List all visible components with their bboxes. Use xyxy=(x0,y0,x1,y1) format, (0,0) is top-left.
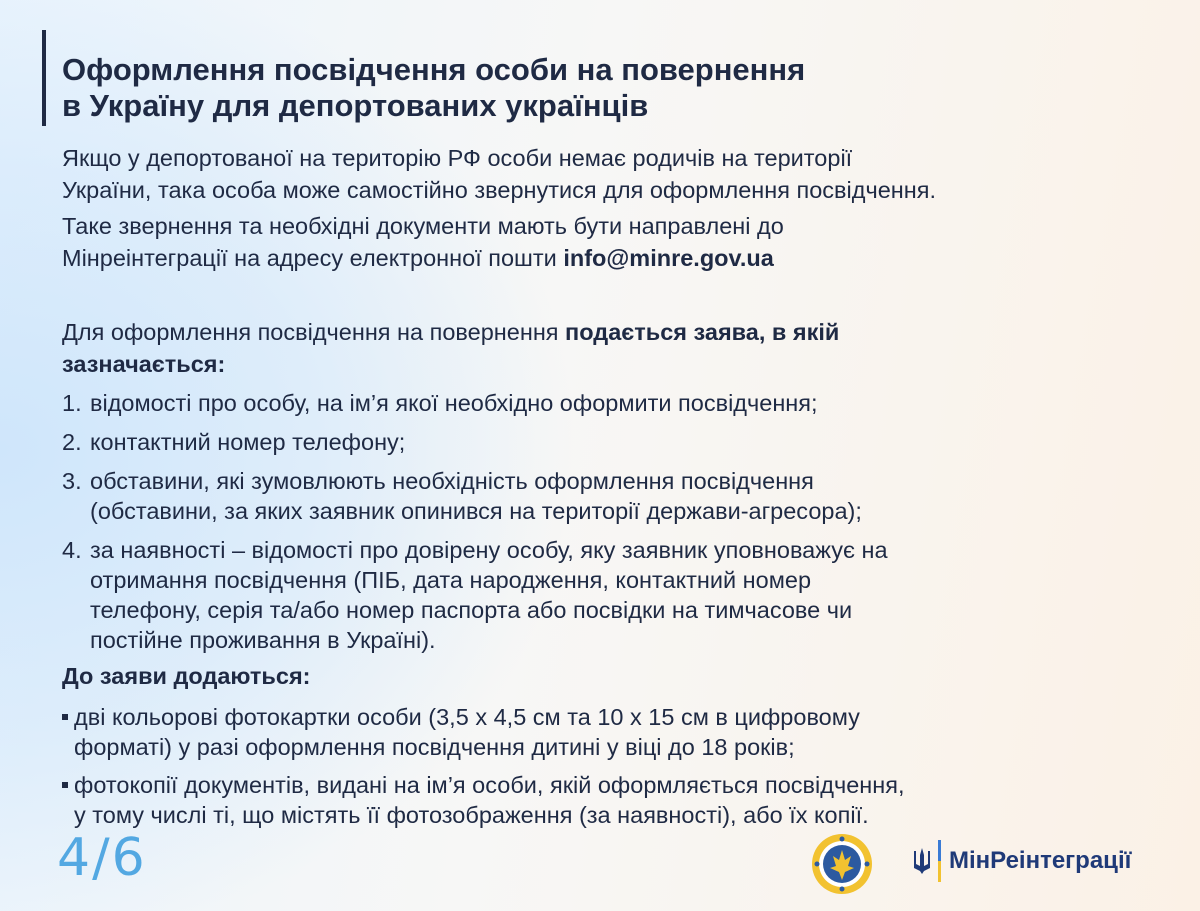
page-number: 4/6 xyxy=(57,828,147,888)
intro-p2-line2: Мінреінтеграції на адресу електронної пошти xyxy=(62,245,564,271)
trident-icon xyxy=(912,846,932,876)
list-item-text: обставини, які зумовлюють необхідність оформлення посвідчення xyxy=(90,468,814,494)
list-item xyxy=(62,702,904,762)
list-item-number: 4. xyxy=(62,537,82,563)
bullet-square-icon xyxy=(62,714,68,720)
intro-p1-line1: Якщо у депортованої на територію РФ особи немає родичів на території xyxy=(62,145,853,171)
page-title xyxy=(62,52,805,124)
ministry-name: МінРеінтеграції xyxy=(949,847,1132,874)
email-address[interactable]: info@minre.gov.ua xyxy=(563,245,774,271)
application-lead xyxy=(62,316,839,380)
list-item-text: дві кольорові фотокартки особи (3,5 х 4,5 см та 10 х 15 см в цифровому xyxy=(74,704,860,730)
list-item xyxy=(62,427,888,457)
bullet-square-icon xyxy=(62,782,68,788)
attachments-list xyxy=(62,702,904,830)
list-item-text: (обставини, за яких заявник опинився на території держави-агресора); xyxy=(90,498,862,524)
intro-paragraph-1 xyxy=(62,142,936,206)
list-item-text: відомості про особу, на ім’я якої необхідно оформити посвідчення; xyxy=(90,390,818,416)
application-items-list xyxy=(62,388,888,655)
ministry-emblem-icon xyxy=(810,832,874,896)
list-item-number: 3. xyxy=(62,468,82,494)
logo-divider xyxy=(938,840,941,882)
intro-p2-line1: Таке звернення та необхідні документи мають бути направлені до xyxy=(62,213,784,239)
list-item-text: у тому числі ті, що містять її фотозображення (за наявності), або їх копії. xyxy=(74,802,869,828)
list-item-number: 1. xyxy=(62,390,82,416)
list-item-text: постійне проживання в Україні). xyxy=(90,627,436,653)
application-lead-bold-1: подається заява, в якій xyxy=(565,319,840,345)
list-item-text: форматі) у разі оформлення посвідчення дитині у віці до 18 років; xyxy=(74,734,795,760)
application-lead-bold-2: зазначається: xyxy=(62,351,226,377)
attachments-heading-text: До заяви додаються: xyxy=(62,663,311,689)
list-item-number: 2. xyxy=(62,429,82,455)
list-item-text: фотокопії документів, видані на ім’я особи, якій оформляється посвідчення, xyxy=(74,772,905,798)
list-item-text: за наявності – відомості про довірену особу, яку заявник уповноважує на xyxy=(90,537,888,563)
intro-paragraph-2 xyxy=(62,210,784,274)
attachments-heading xyxy=(62,660,310,692)
list-item xyxy=(62,770,904,830)
list-item-text: контактний номер телефону; xyxy=(90,429,406,455)
ministry-logo xyxy=(912,838,1131,884)
list-item xyxy=(62,535,888,655)
intro-p1-line2: України, така особа може самостійно звернутися для оформлення посвідчення. xyxy=(62,177,936,203)
title-accent-bar xyxy=(42,30,46,126)
list-item-text: телефону, серія та/або номер паспорта або посвідки на тимчасове чи xyxy=(90,597,853,623)
title-line-1: Оформлення посвідчення особи на повернення xyxy=(62,52,806,87)
title-line-2: в Україну для депортованих українців xyxy=(62,88,649,123)
list-item xyxy=(62,388,888,418)
list-item-text: отримання посвідчення (ПІБ, дата народження, контактний номер xyxy=(90,567,812,593)
list-item xyxy=(62,466,888,526)
application-lead-plain: Для оформлення посвідчення на повернення xyxy=(62,319,566,345)
